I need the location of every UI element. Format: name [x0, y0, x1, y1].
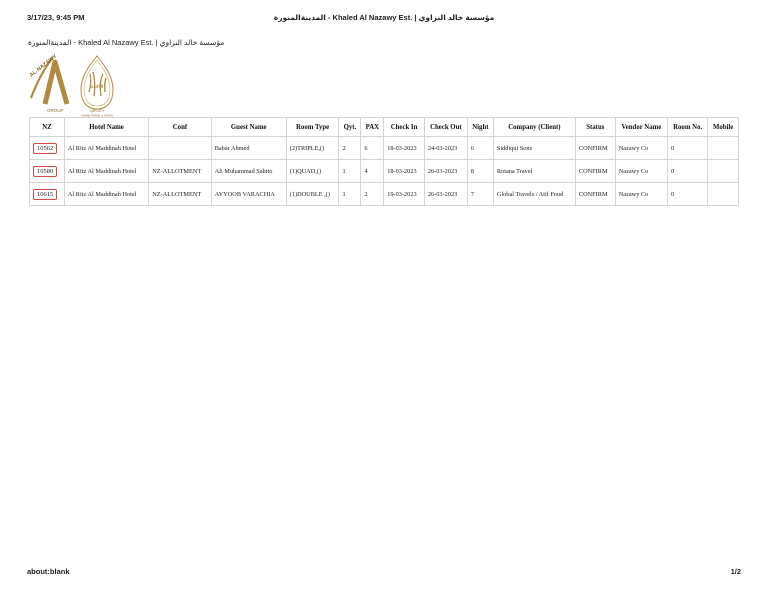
cell-pax: 2: [361, 183, 384, 206]
right-logo-sub: QAFLATY: [89, 109, 105, 113]
cell-room-no: 0: [668, 137, 708, 160]
nz-booking-link[interactable]: 10615: [33, 189, 57, 200]
cell-check-out: 24-03-2023: [424, 137, 467, 160]
right-logo-caption: KHAWA TRAVEL & TOURS: [81, 114, 113, 118]
logo-graphic: [26, 52, 122, 118]
cell-status: CONFIRM: [575, 137, 615, 160]
company-logos: [26, 52, 122, 118]
cell-conf: [149, 137, 211, 160]
col-check-in: Check In: [384, 118, 425, 137]
nz-booking-link[interactable]: 10580: [33, 166, 57, 177]
col-vendor-name: Vendor Name: [615, 118, 667, 137]
cell-pax: 6: [361, 137, 384, 160]
col-room-no: Room No.: [668, 118, 708, 137]
col-mobile: Mobile: [708, 118, 739, 137]
cell-status: CONFIRM: [575, 160, 615, 183]
print-title: المدينةالمنورة - Khaled Al Nazawy Est. | مؤسسة خالد النزاوي: [273, 13, 495, 22]
cell-room-type: (1)DOUBLE ,(): [286, 183, 339, 206]
cell-check-in: 18-03-2023: [384, 160, 425, 183]
cell-status: CONFIRM: [575, 183, 615, 206]
table-row: [30, 137, 739, 160]
cell-qty: 1: [339, 183, 361, 206]
cell-room-type: (2)TRIPLE,(): [286, 137, 339, 160]
al-nazawy-logo: [29, 53, 67, 113]
table-row: [30, 183, 739, 206]
left-logo-sub: GROUP: [47, 108, 64, 113]
col-room-type: Room Type: [286, 118, 339, 137]
cell-nz: [30, 137, 65, 160]
cell-company: Rotana Travel: [493, 160, 575, 183]
col-company: Company (Client): [493, 118, 575, 137]
cell-check-in: 19-03-2023: [384, 183, 425, 206]
cell-mobile: [708, 183, 739, 206]
print-url: about:blank: [27, 567, 70, 576]
nz-booking-link[interactable]: 10562: [33, 143, 57, 154]
qaflaty-logo: [81, 56, 113, 118]
cell-guest-name: Ali Muhammad Sahito: [211, 160, 286, 183]
col-nz: NZ: [30, 118, 65, 137]
cell-nz: [30, 160, 65, 183]
cell-check-out: 26-03-2023: [424, 183, 467, 206]
cell-pax: 4: [361, 160, 384, 183]
col-check-out: Check Out: [424, 118, 467, 137]
booking-table: [29, 117, 739, 206]
cell-guest-name: AYYOOB VARACHIA: [211, 183, 286, 206]
cell-hotel-name: Al Ritz Al Maddinah Hotel: [64, 160, 148, 183]
print-header: [27, 13, 741, 25]
table-header-row: [30, 118, 739, 137]
col-pax: PAX: [361, 118, 384, 137]
col-night: Night: [467, 118, 493, 137]
col-qty: Qyt.: [339, 118, 361, 137]
cell-nz: [30, 183, 65, 206]
col-status: Status: [575, 118, 615, 137]
cell-check-in: 18-03-2023: [384, 137, 425, 160]
cell-hotel-name: Al Ritz Al Maddinah Hotel: [64, 183, 148, 206]
cell-guest-name: Babar Ahmed: [211, 137, 286, 160]
cell-hotel-name: Al Ritz Al Maddinah Hotel: [64, 137, 148, 160]
page-number: 1/2: [730, 567, 741, 576]
cell-room-no: 0: [668, 160, 708, 183]
cell-room-no: 0: [668, 183, 708, 206]
cell-qty: 1: [339, 160, 361, 183]
cell-company: Siddiqui Sons: [493, 137, 575, 160]
cell-conf: NZ-ALLOTMENT: [149, 183, 211, 206]
cell-vendor-name: Nazawy Co: [615, 160, 667, 183]
cell-check-out: 26-03-2023: [424, 160, 467, 183]
left-logo-text: AL-NAZAWY: [28, 53, 59, 79]
cell-company: Global Travels / Atif Foud: [493, 183, 575, 206]
print-footer: [27, 567, 741, 579]
cell-night: 6: [467, 137, 493, 160]
col-conf: Conf: [149, 118, 211, 137]
cell-vendor-name: Nazawy Co: [615, 183, 667, 206]
cell-night: 8: [467, 160, 493, 183]
page-title: المدينةالمنورة - Khaled Al Nazawy Est. | مؤسسة خالد النزاوي: [28, 38, 225, 47]
cell-mobile: [708, 137, 739, 160]
col-hotel-name: Hotel Name: [64, 118, 148, 137]
cell-room-type: (1)QUAD,(): [286, 160, 339, 183]
cell-mobile: [708, 160, 739, 183]
right-logo-text: قافلة: [90, 83, 104, 90]
table-row: [30, 160, 739, 183]
cell-night: 7: [467, 183, 493, 206]
cell-qty: 2: [339, 137, 361, 160]
cell-vendor-name: Nazawy Co: [615, 137, 667, 160]
print-datetime: 3/17/23, 9:45 PM: [27, 13, 85, 22]
cell-conf: NZ-ALLOTMENT: [149, 160, 211, 183]
col-guest-name: Guest Name: [211, 118, 286, 137]
